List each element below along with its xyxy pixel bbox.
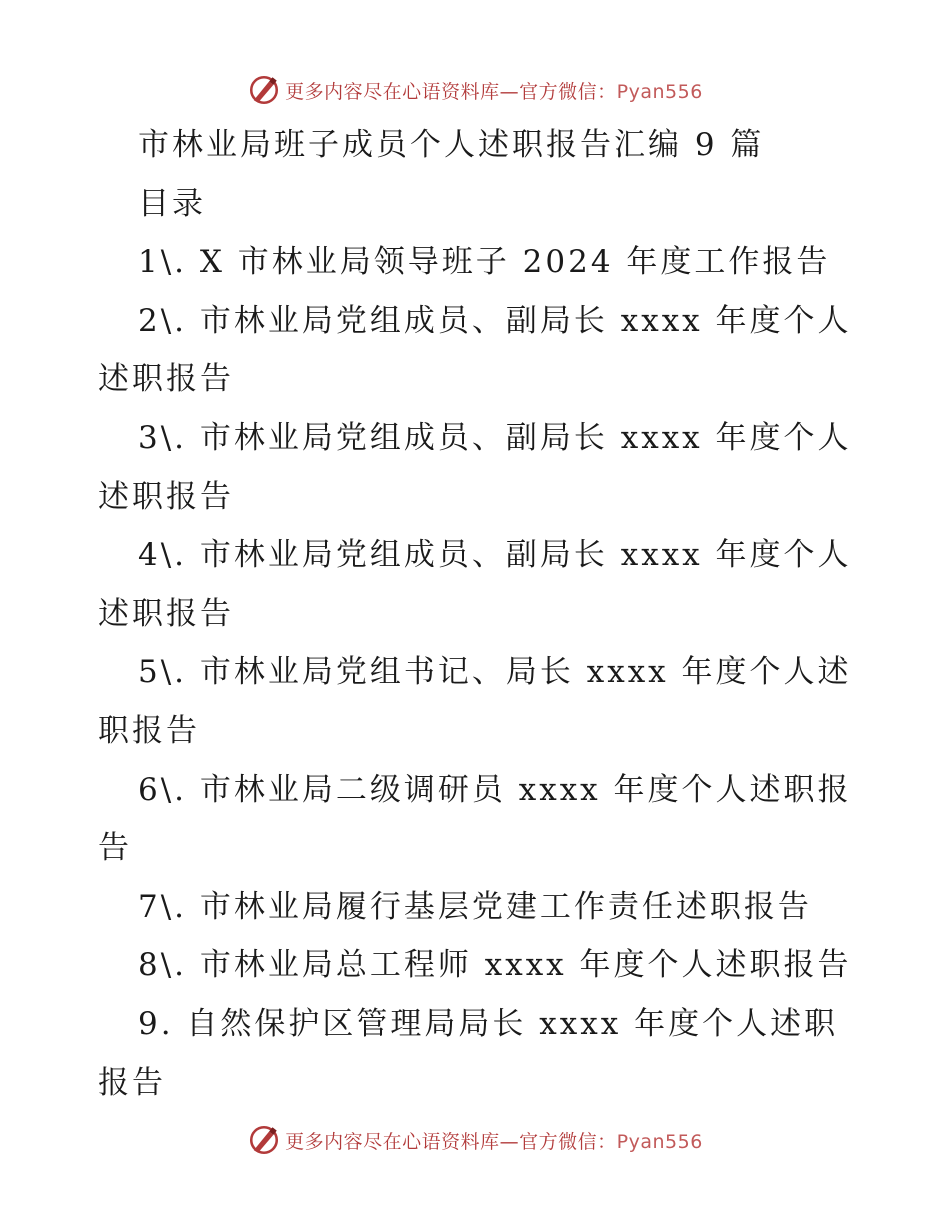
toc-heading: 目录: [138, 185, 206, 222]
toc-item: 7\. 市林业局履行基层党建工作责任述职报告: [138, 888, 812, 925]
document-title: 市林业局班子成员个人述职报告汇编 9 篇: [138, 127, 765, 163]
toc-item: 1\. X 市林业局领导班子 2024 年度工作报告: [138, 244, 831, 281]
toc-item: 8\. 市林业局总工程师 xxxx 年度个人述职报告: [138, 947, 852, 984]
wechat-id: Pyan556: [616, 1130, 703, 1153]
wechat-id: Pyan556: [616, 80, 703, 103]
banner-text: 更多内容尽在心语资料库—官方微信：Pyan556: [285, 80, 703, 103]
banner-text: 更多内容尽在心语资料库—官方微信：Pyan556: [285, 1130, 703, 1153]
pen-logo-icon: [247, 1123, 281, 1157]
pen-logo-icon: [247, 73, 281, 107]
header-banner: [0, 70, 950, 110]
document-body: [98, 116, 858, 1112]
toc-item: 3\. 市林业局党组成员、副局长 xxxx 年度个人述职报告: [98, 419, 852, 515]
footer-banner: [0, 1120, 950, 1160]
toc-item: 4\. 市林业局党组成员、副局长 xxxx 年度个人述职报告: [98, 537, 852, 632]
toc-item: 9. 自然保护区管理局局长 xxxx 年度个人述职报告: [98, 1005, 839, 1101]
toc-item: 2\. 市林业局党组成员、副局长 xxxx 年度个人述职报告: [98, 302, 852, 398]
toc-item: 6\. 市林业局二级调研员 xxxx 年度个人述职报告: [98, 771, 852, 867]
toc-item: 5\. 市林业局党组书记、局长 xxxx 年度个人述职报告: [98, 654, 852, 749]
